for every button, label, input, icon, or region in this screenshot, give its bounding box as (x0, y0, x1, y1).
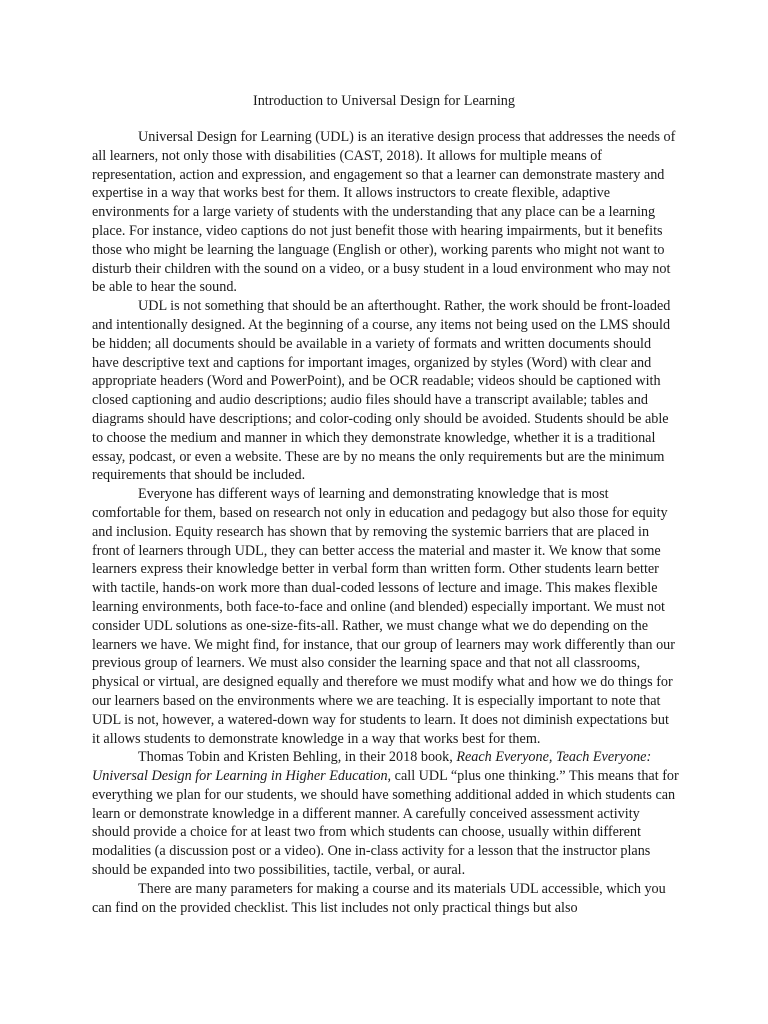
plus-one-body-text: call UDL “plus one thinking.” This means that for everything we plan for our students, we should have something additional added in which students can learn or demonstrate knowledge in a different manner. A carefully conceived assessment activity should provide a choice for at least two from which students can choose, usually within different modalities (a discussion post or a video). One in-class activity for a lesson that the instructor plans should be expanded into two possibilities, tactile, verbal, or aural. (92, 768, 679, 879)
paragraph-udl-not-afterthought: UDL is not something that should be an afterthought. Rather, the work should be front-loaded and intentionally designed. At the beginning of a course, any items not being used on the LMS should be hidden; all documents should be available in a variety of formats and written documents should have descriptive text and captions for important images, organized by styles (Word) with clear and appropriate headers (Word and PowerPoint), and be OCR readable; videos should be captioned with closed captioning and audio descriptions; audio files should have a transcript available; tables and diagrams should have descriptions; and color-coding only should be avoided. Students should be able to choose the medium and manner in which they demonstrate knowledge, whether it is a traditional essay, podcast, or even a website. These are by no means the only requirements but are the minimum requirements that should be included. (92, 298, 671, 484)
book-title-citation: Reach Everyone, Teach Everyone: Universal Design for Learning in Higher Education, (92, 749, 652, 785)
paragraph-plus-one-thinking (92, 748, 680, 880)
paragraph-parameters-checklist: There are many parameters for making a course and its materials UDL accessible, which you can find on the provided checklist. This list includes not only practical things but also (92, 880, 666, 916)
document-title: Introduction to Universal Design for Learning (252, 93, 515, 109)
paragraph-different-ways-of-learning: Everyone has different ways of learning and demonstrating knowledge that is most comfortable for them, based on research not only in education and pedagogy but also those for equity and inclusion. Equity research has shown that by removing the systemic barriers that are placed in front of learners through UDL, they can better access the material and master it. We know that some learners express their knowledge better in verbal form than written form. Other students learn better with tactile, hands-on work more than dual-coded lessons of lecture and image. This makes flexible learning environments, both face-to-face and online (and blended) especially important. We must not consider UDL solutions as one-size-fits-all. Rather, we must change what we do depending on the learners we have. We might find, for instance, that our group of learners may work differently than our previous group of learners. We must also consider the learning space and that not all classrooms, physical or virtual, are designed equally and therefore we must modify what and how we do things for our learners based on the environments where we are teaching. It is especially important to note that UDL is not, however, a watered-down way for students to learn. It does not diminish expectations but it allows students to demonstrate knowledge in a way that works best for them. (92, 486, 675, 747)
paragraph-udl-definition: Universal Design for Learning (UDL) is an iterative design process that addresses the needs of all learners, not only those with disabilities (CAST, 2018). It allows for multiple means of representation, action and expression, and engagement so that a learner can demonstrate mastery and expertise in a way that works best for them. It allows instructors to create flexible, adaptive environments for a large variety of students with the understanding that any place can be a learning place. For instance, video captions do not just benefit those with hearing impairments, but it benefits those who might be learning the language (English or other), working parents who might not want to disturb their children with the sound on a video, or a busy student in a loud environment who may not be able to hear the sound. (92, 129, 676, 296)
document-body (92, 128, 680, 917)
plus-one-lead-text: Thomas Tobin and Kristen Behling, in their 2018 book, (138, 749, 457, 766)
